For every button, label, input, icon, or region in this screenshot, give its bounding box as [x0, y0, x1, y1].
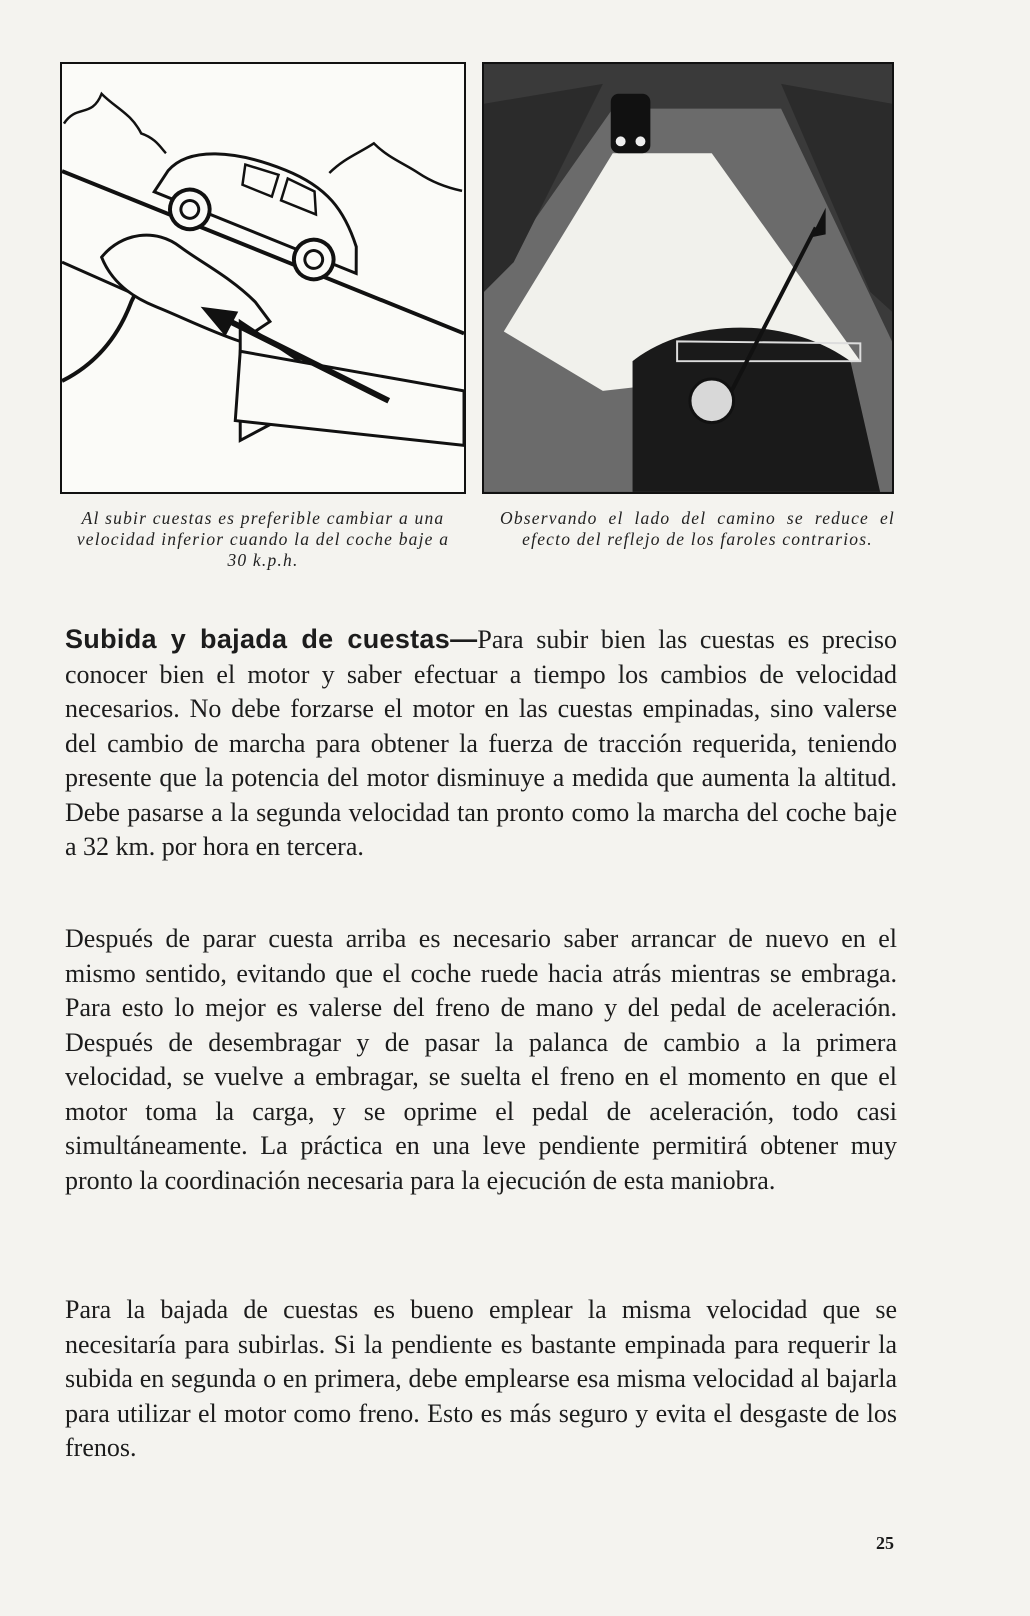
illustration-uphill-gear-shift: [60, 62, 466, 494]
left-figure-caption: Al subir cuestas es preferible cambiar a una velocidad inferior cuando la del coche baje a 30 k.p.h.: [76, 508, 450, 570]
paragraph-restart-on-hill: Después de parar cuesta arriba es necesario saber arrancar de nuevo en el mismo sentido, evitando que el coche ruede hacia atrás mientras se embraga. Para esto lo mejor es valerse del freno de mano y del pedal de aceleración. Después de desembragar y de pasar la palanca de cambio a la primera velocidad, se vuelve a embragar, se suelta el freno en el momento en que el motor toma la carga, y se oprime el pedal de aceleración, todo casi simultáneamente. La práctica en una leve pendiente permitirá obtener muy pronto la coordinación necesaria para la ejecución de esta maniobra.: [65, 924, 897, 1195]
paragraph-downhill: Para la bajada de cuestas es bueno emplear la misma velocidad que se necesitaría para subirlas. Si la pendiente es bastante empinada para requerir la subida en segunda o en primera, debe emplearse esa misma velocidad al bajarla para utilizar el motor como freno. Esto es más seguro y evita el desgaste de los frenos.: [65, 1295, 897, 1462]
paragraph-uphill: [65, 622, 897, 865]
page-number: 25: [876, 1533, 894, 1553]
night-road-drawing: [484, 64, 892, 492]
illustration-night-driving: [482, 62, 894, 494]
paragraph-1-text: Para subir bien las cuestas es preciso conocer bien el motor y saber efectuar a tiempo los cambios de velocidad necesarios. No debe forzarse el motor en las cuestas empinadas, sino valerse del cambio de marcha para obtener la fuerza de tracción requerida, teniendo presente que la potencia del motor disminuye a medida que aumenta la altitud. Debe pasarse a la segunda velocidad tan pronto como la marcha del coche baje a 32 km. por hora en tercera.: [65, 625, 897, 861]
uphill-drawing: [62, 64, 464, 492]
right-figure-caption: Observando el lado del camino se reduce el efecto del reflejo de los faroles contrarios.: [500, 508, 895, 549]
section-heading: Subida y bajada de cuestas—: [65, 624, 478, 654]
